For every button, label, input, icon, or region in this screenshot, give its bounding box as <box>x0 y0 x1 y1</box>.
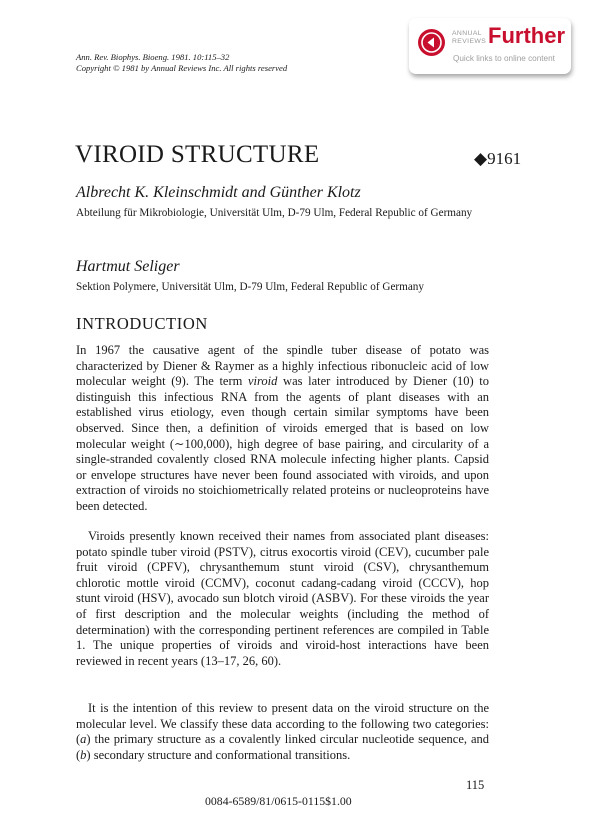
paragraph-2: Viroids presently known received their names from associated plant diseases: potato spindle tuber viroid (PSTV), citrus exocortis viroid (CEV), cucumber pale fruit viroid (CPFV), chrysanthemum stunt viroid (CSV), chrysanthemum chlorotic mottle viroid (CCMV), coconut cadang-cadang viroid (CCCV), hop stunt viroid (HSV), avocado sun blotch viroid (ASBV). For these viroids the year of first description and the molecular weights (including the method of determination) with the corresponding pertinent references are compiled in Table 1. The unique properties of viroids and viroid-host interactions have been reviewed in recent years (13–17, 26, 60). <box>76 529 489 668</box>
annual-reviews-logo-text: ANNUAL REVIEWS <box>452 30 487 45</box>
article-title: VIROID STRUCTURE <box>75 141 320 168</box>
further-wordmark: Further <box>488 23 565 48</box>
journal-citation: Ann. Rev. Biophys. Bioeng. 1981. 10:115–32 <box>76 52 230 62</box>
copyright-notice: Copyright © 1981 by Annual Reviews Inc. All rights reserved <box>76 62 288 73</box>
section-heading: INTRODUCTION <box>76 314 208 333</box>
journal-citation-block <box>76 52 287 73</box>
author-names-1: Albrecht K. Kleinschmidt and Günther Klotz <box>76 184 361 201</box>
author-affiliation-2: Sektion Polymere, Universität Ulm, D-79 Ulm, Federal Republic of Germany <box>76 281 424 293</box>
annual-reviews-further-badge[interactable] <box>409 18 571 74</box>
page-number: 115 <box>466 778 485 792</box>
term-viroid: viroid <box>248 374 278 389</box>
footer-code: 0084-6589/81/0615-0115$1.00 <box>205 794 352 808</box>
article-number: ◆9161 <box>474 149 522 168</box>
paragraph-3: It is the intention of this review to present data on the viroid structure on the molecular level. We classify these data according to the following two categories: (a) the primary structure as a covalently linked circular nucleotide sequence, and (b) secondary structure and conformational transitions. <box>76 701 489 762</box>
play-arrow-icon <box>418 29 445 56</box>
author-affiliation-1: Abteilung für Mikrobiologie, Universität Ulm, D-79 Ulm, Federal Republic of Germany <box>76 207 473 219</box>
paragraph-1: In 1967 the causative agent of the spindle tuber disease of potato was characterized by Diener & Raymer as a highly infectious ribonucleic acid of low molecular weight (9). The term viroid was later introduced by Diener (10) to distinguish this infectious RNA from the agents of plant diseases with an established virus etiology, even though certain similar symptoms have been observed. Since then, a definition of viroids emerged that is based on low molecular weight (∼100,000), high degree of base pairing, and circularity of a single-stranded covalently closed RNA molecule infecting higher plants. Capsid or envelope structures have never been found associated with viroids, and upon extraction of viroids no stoichiometrically related proteins or nucleoproteins have been detected. <box>76 343 490 513</box>
further-subtitle: Quick links to online content <box>453 54 555 63</box>
author-names-2: Hartmut Seliger <box>76 258 180 275</box>
